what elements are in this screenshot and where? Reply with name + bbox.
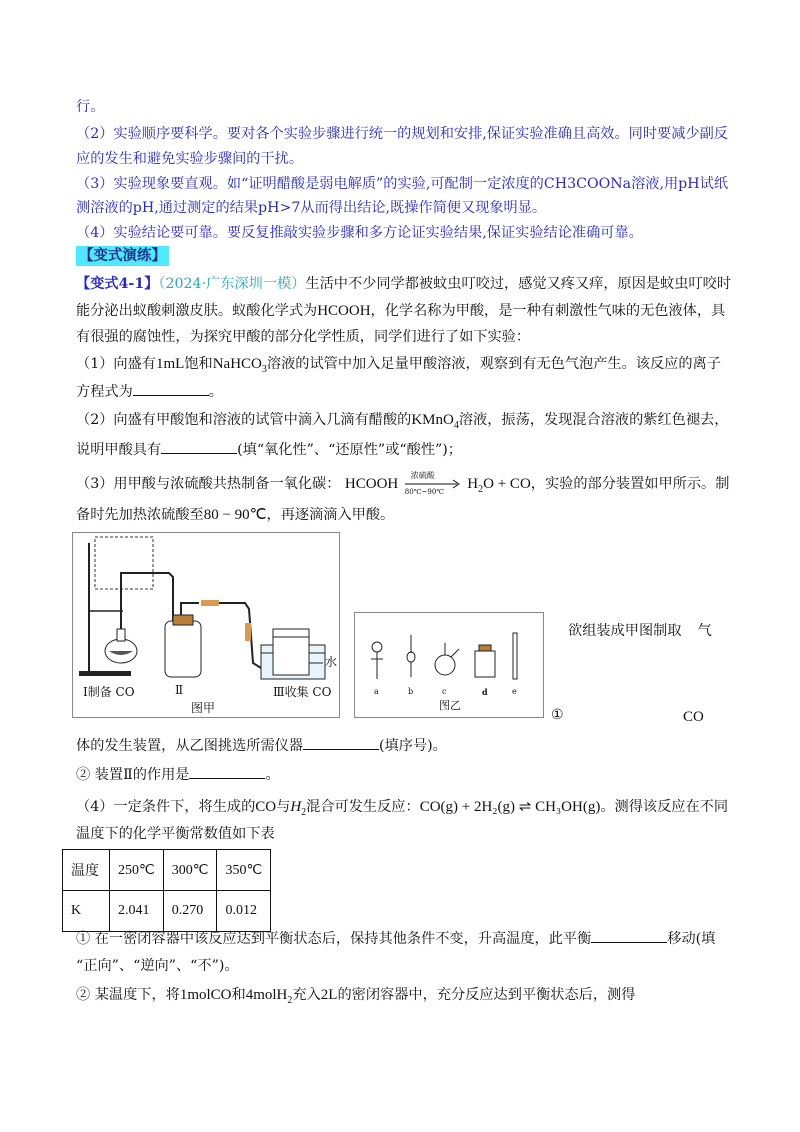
text: 能分泌出蚁酸刺激皮肤。蚁酸化学式为	[76, 303, 318, 319]
text: 溶液的试管中加入足量甲酸溶液，观察到有无色气泡产生。该反应的离子	[266, 356, 721, 372]
text: 备时先加热浓硫酸至	[76, 507, 204, 523]
side-text	[568, 621, 712, 641]
subscript: 2	[301, 806, 307, 818]
reaction-arrow	[403, 471, 463, 496]
answer-blank-5[interactable]	[591, 928, 667, 943]
temperature-range: 80 − 90℃	[203, 507, 267, 523]
text: 体的发生装置，从乙图挑选所需仪器	[76, 738, 304, 754]
table-cell: K	[63, 891, 110, 932]
text: ，再逐滴滴入甲酸。	[266, 507, 395, 523]
quantity-1ml: 1mL	[155, 356, 185, 372]
sub3-line-2	[76, 505, 394, 525]
text: 移动(填	[667, 931, 716, 947]
instrument-label-a: a	[374, 687, 379, 696]
sub1-line-1	[76, 354, 721, 380]
label-apparatus-1: Ⅰ制备 CO	[83, 685, 135, 699]
question-line-3: 有很强的腐蚀性，为探究甲酸的部分化学性质，同学们进行了如下实验：	[76, 329, 531, 345]
sub3-line-1	[76, 471, 730, 500]
formula-nahco3: NaHCO	[212, 356, 262, 372]
text: 方程式为	[76, 384, 133, 400]
formula-h2: H	[290, 799, 302, 815]
answer-blank-1[interactable]	[133, 381, 209, 396]
sub3-line-4	[76, 764, 280, 785]
figure-caption-yi: 图乙	[439, 699, 461, 712]
text: 充入	[292, 987, 321, 1003]
table-row	[63, 850, 271, 891]
intro-p4: （4）实验结论要可靠。要反复推敲实验步骤和多方论证实验结果,保证实验结论准确可靠。	[76, 225, 643, 241]
sub4-line-2: 温度下的化学平衡常数值如下表	[76, 826, 275, 842]
text: 气	[697, 623, 712, 639]
text: 混合可发生反应：	[306, 799, 420, 815]
table-cell: 0.012	[217, 891, 271, 932]
label-apparatus-2: Ⅱ	[175, 683, 184, 697]
intro-p2-line2: 应的发生和避免实验步骤间的干扰。	[76, 151, 304, 167]
instrument-label-d: d	[482, 687, 488, 697]
text: 。	[208, 384, 223, 400]
sub4-q1-line-2: “正向”、“逆向”、“不”)。	[76, 958, 239, 974]
arrow-icon	[403, 474, 463, 494]
answer-blank-2[interactable]	[161, 439, 237, 454]
arrow-condition-top: 浓硫酸	[410, 471, 435, 480]
text: （3）用甲酸与浓硫酸共热制备一氧化碳：	[76, 476, 341, 492]
formula-kmno4: KMnO	[411, 412, 454, 428]
question-line-2	[76, 301, 725, 321]
table-cell: 0.270	[163, 891, 217, 932]
formula-co: CO	[255, 799, 277, 815]
subscript: 2	[478, 483, 484, 495]
table-cell: 300℃	[163, 850, 217, 891]
question-tag: 【变式4-1】	[76, 276, 159, 292]
subscript: 2	[287, 994, 293, 1006]
sub4-line-1	[76, 797, 728, 823]
text: (填序号)。	[379, 738, 447, 754]
text: 说明甲酸具有	[76, 442, 162, 458]
question-line-1	[76, 274, 731, 294]
intro-p3-line2: 测溶液的pH,通过测定的结果pH>7从而得出结论,既操作简便又现象明显。	[76, 200, 547, 216]
table-cell: 2.041	[110, 891, 164, 932]
text: 。	[265, 767, 280, 783]
equilibrium-constant-table	[62, 849, 271, 932]
text: 的密闭容器中，充分反应达到平衡状态后，测得	[337, 987, 636, 1003]
answer-blank-4[interactable]	[189, 764, 265, 779]
table-row	[63, 891, 271, 932]
sub2-line-2	[76, 439, 462, 460]
text: ② 某温度下，将	[76, 987, 180, 1003]
sub2-line-1	[76, 410, 728, 436]
intro-p2-line1: （2）实验顺序要科学。要对各个实验步骤进行统一的规划和安排,保证实验准确且高效。同时要减少副反	[76, 126, 728, 142]
text: 欲组装成甲图制取	[568, 623, 682, 639]
question-text: 生活中不少同学都被蚊虫叮咬过，感觉又疼又痒，原因是蚊虫叮咬时	[305, 276, 732, 292]
subscript: 3	[261, 363, 267, 375]
formula-h2o-part: H	[467, 476, 479, 492]
figure-apparatus-jia	[72, 532, 340, 718]
instrument-label-c: c	[442, 687, 447, 696]
text: 和	[231, 987, 246, 1003]
question-source: （2024·广东深圳一模）	[158, 276, 306, 292]
sub1-line-2	[76, 381, 223, 402]
table-cell: 250℃	[110, 850, 164, 891]
formula-hcooh: HCOOH	[317, 303, 371, 319]
answer-blank-3[interactable]	[303, 735, 379, 750]
sub4-q1-line-1	[76, 928, 715, 949]
sub4-q2-line-1	[76, 985, 635, 1011]
text: ① 在一密闭容器中该反应达到平衡状态后，保持其他条件不变，升高温度，此平衡	[76, 931, 592, 947]
intro-p3-line1: （3）实验现象要直观。如“证明醋酸是弱电解质”的实验,可配制一定浓度的CH3COONa溶液,用pH试纸	[76, 176, 729, 192]
table-cell: 350℃	[217, 850, 271, 891]
intro-line-0: 行。	[76, 99, 105, 115]
text: ，实验的部分装置如甲所示。制	[530, 476, 730, 492]
volume-2l: 2L	[320, 987, 338, 1003]
quantity-co: 1molCO	[179, 987, 232, 1003]
text: 与	[276, 799, 291, 815]
figure-caption-jia: 图甲	[191, 701, 216, 715]
text: (填“氧化性”、“还原性”或“酸性”)；	[237, 442, 462, 458]
text: 饱和	[184, 356, 213, 372]
quantity-h2: 4molH	[245, 987, 288, 1003]
formula-products: O + CO	[483, 476, 531, 492]
text: 。测得该反应在不同	[600, 799, 729, 815]
text: （1）向盛有	[76, 356, 156, 372]
gas-co: CO	[683, 709, 704, 725]
table-cell: 温度	[63, 850, 110, 891]
label-apparatus-3: Ⅲ收集 CO	[273, 685, 332, 699]
equilibrium-equation: CO(g) + 2H₂(g) ⇌ CH₃OH(g)	[419, 799, 601, 815]
instrument-label-e: e	[512, 687, 517, 696]
arrow-condition-bottom: 80℃~90℃	[404, 488, 445, 496]
circle-1-marker: ①	[551, 707, 564, 723]
text: （2）向盛有甲酸饱和溶液的试管中滴入几滴有醋酸的	[76, 412, 412, 428]
text: 溶液，振荡，发现混合溶液的紫红色褪去，	[458, 412, 729, 428]
text: （4）一定条件下，将生成的	[76, 799, 256, 815]
label-water: 水	[325, 655, 338, 669]
subscript: 4	[453, 419, 459, 431]
text: ，化学名称为甲酸，是一种有刺激性气味的无色液体，具	[370, 303, 726, 319]
formula-hcooh: HCOOH	[344, 476, 399, 492]
instrument-label-b: b	[408, 687, 414, 696]
figure-instruments-yi	[354, 612, 544, 718]
section-title-variant-practice: 【变式演练】	[76, 246, 169, 266]
text: ② 装置Ⅱ的作用是	[76, 767, 190, 783]
sub3-line-3	[76, 735, 447, 756]
